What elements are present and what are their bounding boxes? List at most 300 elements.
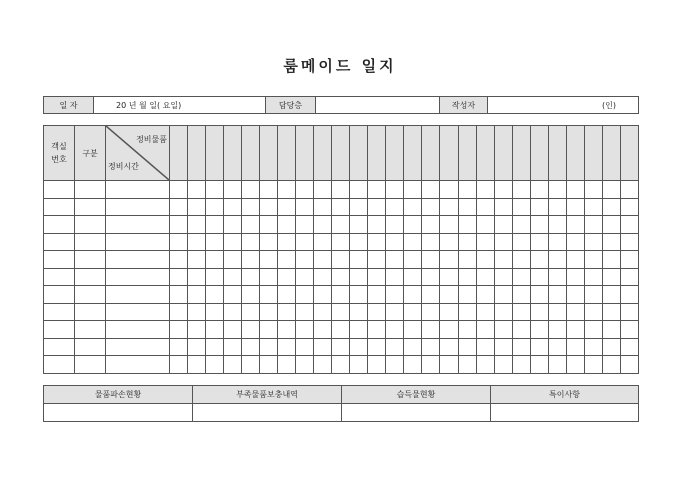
item-cell[interactable]	[332, 286, 350, 304]
item-cell[interactable]	[206, 303, 224, 321]
item-cell[interactable]	[278, 181, 296, 199]
item-cell[interactable]	[242, 303, 260, 321]
item-cell[interactable]	[242, 216, 260, 234]
item-cell[interactable]	[368, 251, 386, 269]
item-cell[interactable]	[188, 356, 206, 374]
item-cell[interactable]	[242, 338, 260, 356]
item-cell[interactable]	[620, 233, 638, 251]
item-cell[interactable]	[602, 216, 620, 234]
item-cell[interactable]	[440, 338, 458, 356]
item-cell[interactable]	[242, 268, 260, 286]
type-cell[interactable]	[75, 338, 106, 356]
item-cell[interactable]	[350, 321, 368, 339]
item-cell[interactable]	[530, 216, 548, 234]
item-cell[interactable]	[476, 233, 494, 251]
item-cell[interactable]	[422, 268, 440, 286]
item-cell[interactable]	[404, 303, 422, 321]
item-cell[interactable]	[206, 198, 224, 216]
item-cell[interactable]	[260, 181, 278, 199]
item-cell[interactable]	[494, 286, 512, 304]
item-cell[interactable]	[170, 338, 188, 356]
item-cell[interactable]	[566, 321, 584, 339]
item-cell[interactable]	[278, 216, 296, 234]
item-cell[interactable]	[476, 338, 494, 356]
item-cell[interactable]	[440, 181, 458, 199]
item-header-cell[interactable]	[260, 126, 278, 181]
item-cell[interactable]	[170, 216, 188, 234]
item-cell[interactable]	[584, 233, 602, 251]
item-cell[interactable]	[296, 303, 314, 321]
item-cell[interactable]	[566, 198, 584, 216]
item-cell[interactable]	[296, 356, 314, 374]
item-cell[interactable]	[386, 321, 404, 339]
item-cell[interactable]	[170, 233, 188, 251]
item-cell[interactable]	[350, 251, 368, 269]
type-cell[interactable]	[75, 181, 106, 199]
item-cell[interactable]	[296, 338, 314, 356]
item-cell[interactable]	[530, 321, 548, 339]
item-cell[interactable]	[458, 181, 476, 199]
item-header-cell[interactable]	[350, 126, 368, 181]
item-cell[interactable]	[530, 233, 548, 251]
item-cell[interactable]	[548, 303, 566, 321]
item-cell[interactable]	[530, 303, 548, 321]
type-cell[interactable]	[75, 303, 106, 321]
item-cell[interactable]	[566, 356, 584, 374]
time-cell[interactable]	[106, 286, 170, 304]
item-cell[interactable]	[422, 233, 440, 251]
item-cell[interactable]	[188, 321, 206, 339]
item-cell[interactable]	[188, 198, 206, 216]
item-cell[interactable]	[494, 233, 512, 251]
item-cell[interactable]	[368, 286, 386, 304]
item-cell[interactable]	[314, 251, 332, 269]
item-cell[interactable]	[566, 286, 584, 304]
item-cell[interactable]	[602, 181, 620, 199]
item-cell[interactable]	[494, 338, 512, 356]
time-cell[interactable]	[106, 233, 170, 251]
date-field[interactable]: 20 년 월 일( 요일)	[94, 97, 266, 114]
item-cell[interactable]	[386, 198, 404, 216]
item-cell[interactable]	[584, 216, 602, 234]
item-cell[interactable]	[512, 268, 530, 286]
time-cell[interactable]	[106, 268, 170, 286]
item-cell[interactable]	[170, 251, 188, 269]
item-cell[interactable]	[404, 216, 422, 234]
item-cell[interactable]	[368, 356, 386, 374]
item-header-cell[interactable]	[296, 126, 314, 181]
item-header-cell[interactable]	[278, 126, 296, 181]
item-cell[interactable]	[476, 268, 494, 286]
item-cell[interactable]	[314, 233, 332, 251]
item-cell[interactable]	[566, 216, 584, 234]
item-header-cell[interactable]	[404, 126, 422, 181]
item-cell[interactable]	[458, 198, 476, 216]
item-cell[interactable]	[602, 321, 620, 339]
item-cell[interactable]	[368, 198, 386, 216]
item-cell[interactable]	[296, 181, 314, 199]
lost-found-field[interactable]	[342, 404, 491, 422]
item-cell[interactable]	[602, 251, 620, 269]
item-cell[interactable]	[242, 181, 260, 199]
item-cell[interactable]	[314, 338, 332, 356]
item-cell[interactable]	[188, 216, 206, 234]
item-cell[interactable]	[566, 268, 584, 286]
item-cell[interactable]	[242, 233, 260, 251]
item-cell[interactable]	[206, 233, 224, 251]
item-cell[interactable]	[224, 233, 242, 251]
room-number-cell[interactable]	[44, 233, 75, 251]
type-cell[interactable]	[75, 268, 106, 286]
item-cell[interactable]	[350, 198, 368, 216]
item-cell[interactable]	[206, 338, 224, 356]
item-cell[interactable]	[440, 216, 458, 234]
item-cell[interactable]	[350, 233, 368, 251]
room-number-cell[interactable]	[44, 321, 75, 339]
item-cell[interactable]	[548, 233, 566, 251]
item-cell[interactable]	[242, 286, 260, 304]
item-cell[interactable]	[386, 181, 404, 199]
supply-field[interactable]	[193, 404, 342, 422]
time-cell[interactable]	[106, 181, 170, 199]
item-cell[interactable]	[620, 198, 638, 216]
item-cell[interactable]	[224, 216, 242, 234]
item-cell[interactable]	[440, 321, 458, 339]
item-cell[interactable]	[584, 251, 602, 269]
item-cell[interactable]	[440, 198, 458, 216]
item-cell[interactable]	[494, 303, 512, 321]
item-cell[interactable]	[494, 268, 512, 286]
item-cell[interactable]	[386, 286, 404, 304]
item-cell[interactable]	[404, 321, 422, 339]
item-header-cell[interactable]	[440, 126, 458, 181]
item-cell[interactable]	[332, 321, 350, 339]
item-cell[interactable]	[332, 181, 350, 199]
item-cell[interactable]	[494, 356, 512, 374]
item-cell[interactable]	[260, 303, 278, 321]
item-header-cell[interactable]	[602, 126, 620, 181]
item-cell[interactable]	[548, 338, 566, 356]
item-cell[interactable]	[206, 356, 224, 374]
item-cell[interactable]	[368, 233, 386, 251]
item-cell[interactable]	[278, 356, 296, 374]
item-header-cell[interactable]	[386, 126, 404, 181]
item-cell[interactable]	[512, 356, 530, 374]
item-header-cell[interactable]	[584, 126, 602, 181]
item-cell[interactable]	[296, 233, 314, 251]
item-cell[interactable]	[422, 198, 440, 216]
item-cell[interactable]	[296, 286, 314, 304]
item-cell[interactable]	[422, 216, 440, 234]
item-cell[interactable]	[422, 338, 440, 356]
item-cell[interactable]	[404, 251, 422, 269]
room-number-cell[interactable]	[44, 286, 75, 304]
item-cell[interactable]	[404, 356, 422, 374]
item-cell[interactable]	[386, 268, 404, 286]
item-cell[interactable]	[260, 356, 278, 374]
item-cell[interactable]	[440, 286, 458, 304]
item-cell[interactable]	[278, 321, 296, 339]
item-cell[interactable]	[368, 216, 386, 234]
item-cell[interactable]	[548, 251, 566, 269]
item-cell[interactable]	[206, 251, 224, 269]
type-cell[interactable]	[75, 321, 106, 339]
item-cell[interactable]	[206, 286, 224, 304]
item-cell[interactable]	[584, 303, 602, 321]
item-cell[interactable]	[206, 321, 224, 339]
item-header-cell[interactable]	[368, 126, 386, 181]
room-number-cell[interactable]	[44, 198, 75, 216]
item-cell[interactable]	[458, 286, 476, 304]
item-cell[interactable]	[224, 338, 242, 356]
item-cell[interactable]	[224, 251, 242, 269]
item-cell[interactable]	[368, 303, 386, 321]
item-cell[interactable]	[566, 233, 584, 251]
item-cell[interactable]	[260, 286, 278, 304]
item-cell[interactable]	[278, 268, 296, 286]
item-cell[interactable]	[476, 216, 494, 234]
item-header-cell[interactable]	[530, 126, 548, 181]
item-cell[interactable]	[422, 321, 440, 339]
item-cell[interactable]	[224, 356, 242, 374]
item-cell[interactable]	[278, 198, 296, 216]
item-cell[interactable]	[386, 303, 404, 321]
item-cell[interactable]	[620, 356, 638, 374]
item-cell[interactable]	[170, 198, 188, 216]
item-cell[interactable]	[530, 181, 548, 199]
item-cell[interactable]	[512, 233, 530, 251]
item-cell[interactable]	[530, 356, 548, 374]
item-cell[interactable]	[260, 251, 278, 269]
item-cell[interactable]	[422, 303, 440, 321]
item-header-cell[interactable]	[170, 126, 188, 181]
item-cell[interactable]	[548, 216, 566, 234]
item-cell[interactable]	[314, 286, 332, 304]
item-cell[interactable]	[314, 356, 332, 374]
item-cell[interactable]	[458, 233, 476, 251]
item-cell[interactable]	[314, 321, 332, 339]
item-cell[interactable]	[386, 233, 404, 251]
item-cell[interactable]	[548, 286, 566, 304]
item-cell[interactable]	[584, 268, 602, 286]
item-cell[interactable]	[332, 303, 350, 321]
item-cell[interactable]	[296, 321, 314, 339]
item-cell[interactable]	[494, 181, 512, 199]
type-cell[interactable]	[75, 198, 106, 216]
item-cell[interactable]	[530, 198, 548, 216]
item-cell[interactable]	[188, 268, 206, 286]
item-cell[interactable]	[206, 216, 224, 234]
item-cell[interactable]	[332, 356, 350, 374]
item-cell[interactable]	[296, 251, 314, 269]
item-cell[interactable]	[404, 338, 422, 356]
item-cell[interactable]	[602, 286, 620, 304]
item-cell[interactable]	[188, 338, 206, 356]
item-cell[interactable]	[440, 356, 458, 374]
item-cell[interactable]	[476, 181, 494, 199]
item-cell[interactable]	[584, 321, 602, 339]
item-cell[interactable]	[350, 268, 368, 286]
item-header-cell[interactable]	[206, 126, 224, 181]
item-cell[interactable]	[440, 251, 458, 269]
item-header-cell[interactable]	[422, 126, 440, 181]
item-cell[interactable]	[530, 338, 548, 356]
room-number-cell[interactable]	[44, 356, 75, 374]
item-cell[interactable]	[476, 321, 494, 339]
item-cell[interactable]	[584, 198, 602, 216]
item-cell[interactable]	[314, 216, 332, 234]
item-cell[interactable]	[206, 181, 224, 199]
item-header-cell[interactable]	[566, 126, 584, 181]
item-cell[interactable]	[584, 338, 602, 356]
item-header-cell[interactable]	[620, 126, 638, 181]
item-cell[interactable]	[242, 356, 260, 374]
item-cell[interactable]	[530, 286, 548, 304]
item-cell[interactable]	[260, 216, 278, 234]
item-header-cell[interactable]	[458, 126, 476, 181]
item-cell[interactable]	[332, 251, 350, 269]
item-cell[interactable]	[332, 268, 350, 286]
time-cell[interactable]	[106, 303, 170, 321]
item-cell[interactable]	[332, 233, 350, 251]
item-cell[interactable]	[602, 268, 620, 286]
item-cell[interactable]	[440, 233, 458, 251]
item-cell[interactable]	[584, 181, 602, 199]
item-cell[interactable]	[314, 181, 332, 199]
item-cell[interactable]	[386, 338, 404, 356]
item-header-cell[interactable]	[314, 126, 332, 181]
item-cell[interactable]	[350, 181, 368, 199]
item-cell[interactable]	[242, 251, 260, 269]
item-cell[interactable]	[476, 356, 494, 374]
type-cell[interactable]	[75, 251, 106, 269]
item-cell[interactable]	[260, 268, 278, 286]
item-cell[interactable]	[278, 286, 296, 304]
item-cell[interactable]	[224, 286, 242, 304]
item-cell[interactable]	[566, 338, 584, 356]
item-cell[interactable]	[170, 356, 188, 374]
item-cell[interactable]	[512, 321, 530, 339]
item-cell[interactable]	[260, 321, 278, 339]
item-cell[interactable]	[512, 216, 530, 234]
item-cell[interactable]	[440, 303, 458, 321]
item-cell[interactable]	[368, 268, 386, 286]
room-number-cell[interactable]	[44, 268, 75, 286]
item-cell[interactable]	[404, 286, 422, 304]
item-cell[interactable]	[224, 268, 242, 286]
item-cell[interactable]	[170, 321, 188, 339]
item-header-cell[interactable]	[224, 126, 242, 181]
item-header-cell[interactable]	[494, 126, 512, 181]
item-cell[interactable]	[566, 303, 584, 321]
item-cell[interactable]	[206, 268, 224, 286]
item-cell[interactable]	[332, 216, 350, 234]
item-cell[interactable]	[368, 321, 386, 339]
item-cell[interactable]	[602, 198, 620, 216]
item-cell[interactable]	[512, 198, 530, 216]
item-cell[interactable]	[260, 198, 278, 216]
remarks-field[interactable]	[491, 404, 639, 422]
item-cell[interactable]	[224, 303, 242, 321]
room-number-cell[interactable]	[44, 181, 75, 199]
item-cell[interactable]	[602, 356, 620, 374]
time-cell[interactable]	[106, 216, 170, 234]
item-cell[interactable]	[458, 251, 476, 269]
type-cell[interactable]	[75, 356, 106, 374]
item-cell[interactable]	[188, 233, 206, 251]
item-cell[interactable]	[548, 321, 566, 339]
type-cell[interactable]	[75, 286, 106, 304]
item-cell[interactable]	[422, 286, 440, 304]
item-cell[interactable]	[584, 356, 602, 374]
item-cell[interactable]	[404, 268, 422, 286]
room-number-cell[interactable]	[44, 338, 75, 356]
item-cell[interactable]	[332, 198, 350, 216]
item-header-cell[interactable]	[548, 126, 566, 181]
room-number-cell[interactable]	[44, 303, 75, 321]
item-header-cell[interactable]	[242, 126, 260, 181]
item-cell[interactable]	[404, 198, 422, 216]
item-cell[interactable]	[458, 356, 476, 374]
item-cell[interactable]	[620, 321, 638, 339]
time-cell[interactable]	[106, 198, 170, 216]
item-cell[interactable]	[566, 181, 584, 199]
room-number-cell[interactable]	[44, 216, 75, 234]
item-cell[interactable]	[422, 181, 440, 199]
item-cell[interactable]	[278, 251, 296, 269]
item-cell[interactable]	[494, 216, 512, 234]
item-cell[interactable]	[170, 181, 188, 199]
time-cell[interactable]	[106, 321, 170, 339]
item-header-cell[interactable]	[476, 126, 494, 181]
time-cell[interactable]	[106, 251, 170, 269]
item-cell[interactable]	[386, 356, 404, 374]
item-cell[interactable]	[224, 181, 242, 199]
item-cell[interactable]	[350, 338, 368, 356]
item-cell[interactable]	[422, 356, 440, 374]
item-cell[interactable]	[620, 286, 638, 304]
item-cell[interactable]	[458, 321, 476, 339]
item-cell[interactable]	[620, 251, 638, 269]
item-cell[interactable]	[188, 286, 206, 304]
item-cell[interactable]	[620, 216, 638, 234]
item-cell[interactable]	[404, 233, 422, 251]
item-cell[interactable]	[458, 303, 476, 321]
item-cell[interactable]	[314, 303, 332, 321]
item-cell[interactable]	[476, 251, 494, 269]
item-cell[interactable]	[458, 268, 476, 286]
item-cell[interactable]	[368, 338, 386, 356]
item-cell[interactable]	[350, 286, 368, 304]
item-cell[interactable]	[260, 233, 278, 251]
item-cell[interactable]	[512, 251, 530, 269]
item-cell[interactable]	[368, 181, 386, 199]
item-cell[interactable]	[548, 268, 566, 286]
manager-field[interactable]	[316, 97, 440, 114]
type-cell[interactable]	[75, 233, 106, 251]
item-cell[interactable]	[512, 181, 530, 199]
item-cell[interactable]	[494, 198, 512, 216]
room-number-cell[interactable]	[44, 251, 75, 269]
item-cell[interactable]	[332, 338, 350, 356]
item-cell[interactable]	[512, 338, 530, 356]
item-cell[interactable]	[512, 303, 530, 321]
item-cell[interactable]	[602, 303, 620, 321]
item-cell[interactable]	[602, 233, 620, 251]
item-cell[interactable]	[188, 303, 206, 321]
item-cell[interactable]	[350, 303, 368, 321]
item-cell[interactable]	[476, 198, 494, 216]
